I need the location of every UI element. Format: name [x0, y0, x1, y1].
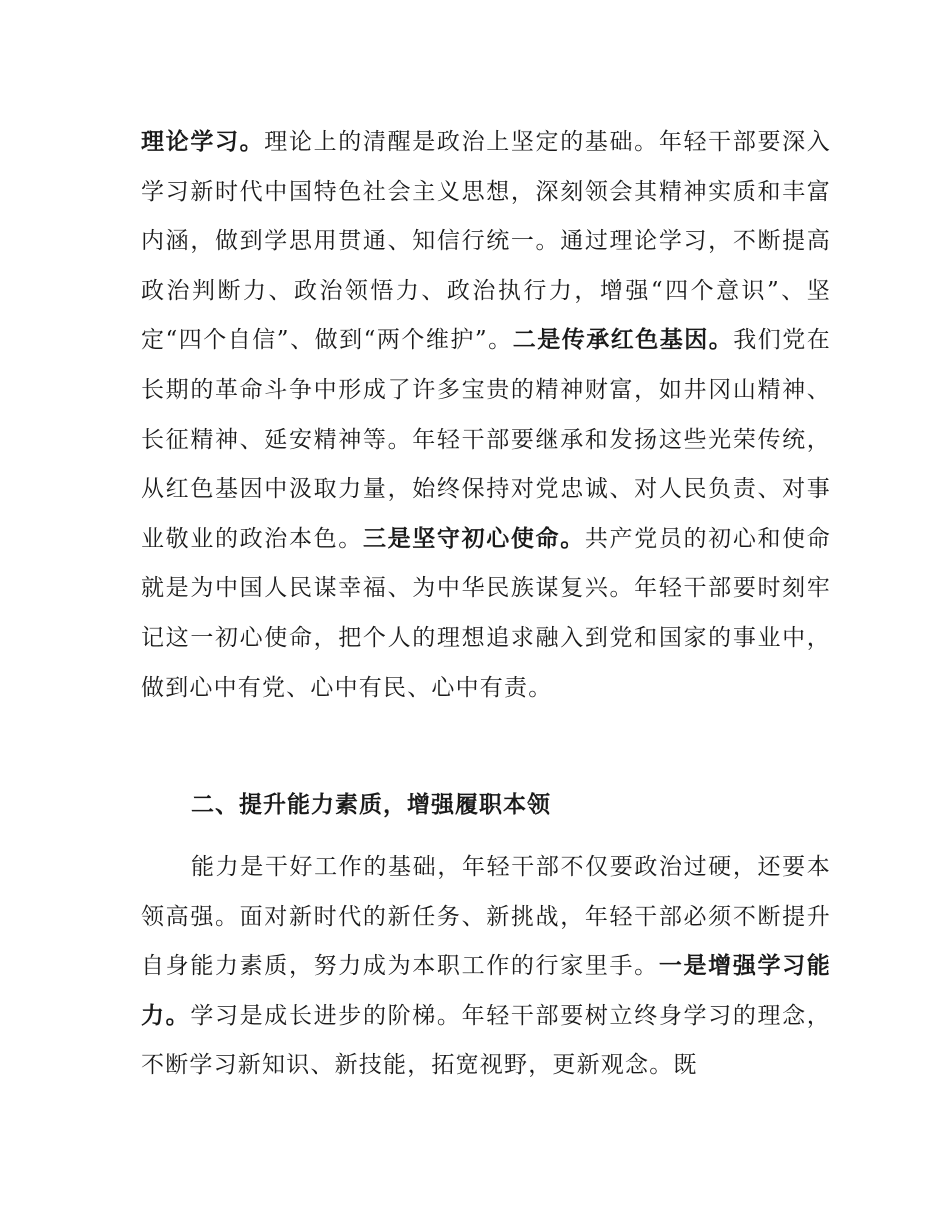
bold-lead-red-gene: 二是传承红色基因。	[512, 327, 734, 354]
paragraph-text: 我们党在长期的革命斗争中形成了许多宝贵的精神财富，如井冈山精神、长征精神、延安精神等。年轻干部要继承和发扬这些光荣传统，从红色基因中汲取力量，始终保持对党忠诚、对人民负责、对事业敬业的政治本色。	[141, 327, 831, 552]
bold-lead-learning-ability: 一是增强学习能力。	[141, 953, 831, 1029]
bold-lead-original-mission: 三是坚守初心使命。	[362, 525, 585, 552]
paragraph-theory-red-gene-mission	[141, 118, 831, 713]
section-heading: 二、提升能力素质，增强履职本领	[191, 792, 551, 818]
bold-lead-theory-study: 理论学习。	[141, 129, 265, 155]
paragraph-text: 能力是干好工作的基础，年轻干部不仅要政治过硬，还要本领高强。面对新时代的新任务、新挑战，年轻干部必须不断提升自身能力素质，努力成为本职工作的行家里手。	[141, 854, 831, 980]
paragraph-text: 学习是成长进步的阶梯。年轻干部要树立终身学习的理念，不断学习新知识、新技能，拓宽视野，更新观念。既	[141, 1002, 832, 1079]
paragraph-text: 理论上的清醒是政治上坚定的基础。年轻干部要深入学习新时代中国特色社会主义思想，深刻领会其精神实质和丰富内涵，做到学思用贯通、知信行统一。通过理论学习，不断提高政治判断力、政治领悟力、政治执行力，增强“四个意识”、坚定“四个自信”、做到“两个维护”。	[141, 129, 831, 354]
paragraph-text: 共产党员的初心和使命就是为中国人民谋幸福、为中华民族谋复兴。年轻干部要时刻牢记这一初心使命，把个人的理想追求融入到党和国家的事业中，做到心中有党、心中有民、心中有责。	[141, 525, 832, 701]
paragraph-ability-quality	[141, 843, 831, 1091]
